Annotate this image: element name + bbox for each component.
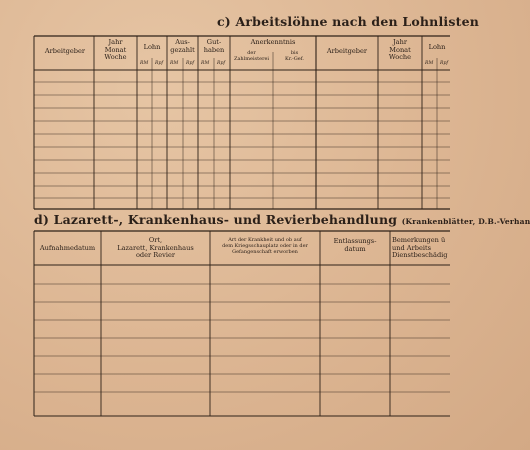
- col-admission-header: Aufnahmedatum: [39, 244, 96, 252]
- unit-rpf: Rpf: [217, 61, 226, 66]
- place-label-3: oder Revier: [135, 251, 176, 260]
- period-year-label: Jahr: [108, 38, 123, 46]
- period2-week-label: Woche: [388, 53, 412, 62]
- ack-kr-label: Kr.-Gef.: [284, 55, 305, 62]
- col-illness-header: [210, 238, 320, 255]
- col-employer2-header: Arbeitgeber: [326, 47, 368, 55]
- col-ack-header: Anerkenntnis: [250, 38, 296, 46]
- ack-until-label: bis: [290, 50, 299, 56]
- section-d-title: [34, 212, 530, 227]
- unit-rpf: Rpf: [155, 61, 164, 66]
- section-c-title: c) Arbeitslöhne nach den Lohnlisten: [217, 14, 480, 29]
- ack-payer-label: Zahlmeisterei: [233, 55, 270, 62]
- section-d-title-text: d) Lazarett-, Krankenhaus- und Revierbehandlung: [34, 212, 398, 227]
- illness-label-2: dem Kriegsschauplatz oder in der: [222, 242, 308, 249]
- col-credit-header: [198, 39, 230, 54]
- col-discharge-header: [320, 238, 390, 253]
- period2-year-label: Jahr: [393, 38, 407, 46]
- unit-rm: RM: [425, 61, 434, 66]
- unit-rpf: Rpf: [440, 61, 449, 66]
- credit-label-1: Gut-: [206, 38, 222, 46]
- remarks-label-2: und Arbeits: [392, 243, 431, 252]
- discharge-label-1: Entlassungs-: [333, 237, 377, 245]
- ack-by-label: der: [247, 50, 256, 56]
- unit-rm: RM: [201, 61, 210, 66]
- unit-rm: RM: [170, 61, 179, 66]
- col-wage2-header: Lohn: [428, 43, 446, 51]
- remarks-label-3: Dienstbeschädig: [392, 251, 448, 260]
- col-period2-header: [378, 39, 422, 62]
- section-d-subtitle: (Krankenblätter, D.B.-Verhan: [401, 217, 530, 226]
- period2-month-label: Monat: [389, 45, 411, 54]
- period-week-label: Woche: [104, 53, 127, 62]
- paid-label-2: gezahlt: [170, 45, 195, 54]
- col-paid-header: [167, 39, 198, 54]
- remarks-label-1: Bemerkungen ü: [392, 236, 446, 244]
- paid-label-1: Aus-: [175, 38, 190, 46]
- col-place-header: [101, 237, 210, 260]
- col-wage-header: Lohn: [143, 43, 161, 51]
- credit-label-2: haben: [203, 45, 225, 54]
- period-month-label: Monat: [104, 45, 127, 54]
- unit-rpf: Rpf: [186, 61, 195, 66]
- place-label-2: Lazarett, Krankenhaus: [117, 243, 194, 252]
- unit-rm: RM: [140, 61, 149, 66]
- col-employer-header: Arbeitgeber: [44, 47, 86, 55]
- illness-label-3: Gefangenschaft erworben: [232, 248, 298, 255]
- illness-label-1: Art der Krankheit und ob auf: [228, 237, 302, 243]
- ack-until-header: [273, 51, 316, 63]
- ack-by-header: [230, 51, 273, 63]
- col-period-header: [94, 39, 137, 62]
- col-remarks-header: [392, 237, 462, 260]
- place-label-1: Ort,: [148, 236, 163, 244]
- discharge-label-2: datum: [344, 244, 366, 253]
